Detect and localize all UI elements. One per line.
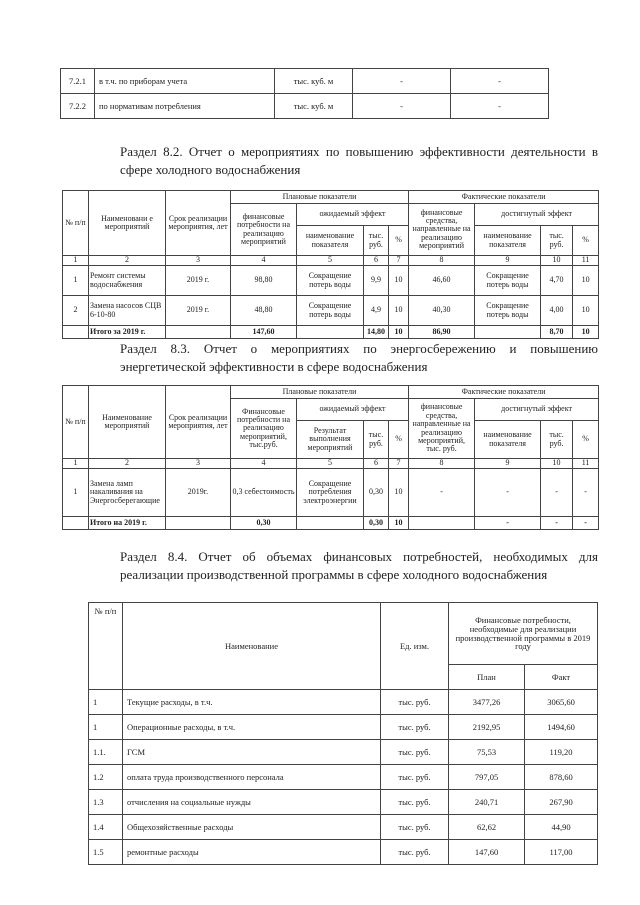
table-cell: -: [475, 517, 541, 530]
header-name: Наименование мероприятий: [89, 386, 166, 459]
table-cell: Сокращение потерь воды: [297, 296, 364, 326]
header-term: Срок реализации мероприятия, лет: [166, 191, 231, 256]
header-pct: %: [389, 226, 409, 256]
table-cell: 1.4: [89, 815, 123, 840]
header-pct: %: [389, 421, 409, 459]
header-ind-name2: наименование показателя: [475, 421, 541, 459]
header-fact: Фактические показатели: [409, 386, 599, 399]
table-cell: -: [573, 517, 599, 530]
table-cell: [63, 517, 89, 530]
table-cell: 147,60: [449, 840, 525, 865]
table-cell: 10: [541, 459, 573, 469]
header-unit: Ед. изм.: [381, 603, 449, 690]
table-cell: 7: [389, 459, 409, 469]
table-cell: 4: [231, 256, 297, 266]
table-cell: 7.2.1: [61, 69, 95, 94]
table-cell: 10: [573, 326, 599, 339]
header-result: Результат выполнения мероприятий: [297, 421, 364, 459]
header-ind-name2: наименование показателя: [475, 226, 541, 256]
table-cell: 9: [475, 459, 541, 469]
table-cell: 0,30: [364, 517, 389, 530]
table-row: [89, 690, 598, 715]
table-cell: 75,53: [449, 740, 525, 765]
table-cell: 119,20: [525, 740, 598, 765]
table-cell: 8,70: [541, 326, 573, 339]
table-cell: 2019г.: [166, 469, 231, 517]
table-cell: тыс. руб.: [381, 765, 449, 790]
table-cell: тыс. куб. м: [275, 94, 353, 119]
table-cell: [297, 326, 364, 339]
table-cell: 9: [475, 256, 541, 266]
table-cell: 2: [89, 459, 166, 469]
table-cell: 48,80: [231, 296, 297, 326]
column-numbers-row: [63, 459, 599, 469]
header-plan-fin: Финансовые потребности на реализацию мероприятий, тыс.руб.: [231, 399, 297, 459]
table-cell: Сокращение потерь воды: [475, 266, 541, 296]
table-cell: тыс. руб.: [381, 790, 449, 815]
table-cell: 0,30: [364, 469, 389, 517]
table-cell: 878,60: [525, 765, 598, 790]
table-cell: ремонтные расходы: [123, 840, 381, 865]
table-row: [89, 815, 598, 840]
total-row: [63, 517, 599, 530]
table-cell: -: [451, 94, 549, 119]
header-thous2: тыс. руб.: [541, 226, 573, 256]
table-cell: -: [573, 469, 599, 517]
table-cell: 2: [63, 296, 89, 326]
table-cell: Ремонт системы водоснабжения: [89, 266, 166, 296]
table-row: [61, 94, 549, 119]
table-cell: 1494,60: [525, 715, 598, 740]
table-row: [63, 266, 599, 296]
header-plan: План: [449, 665, 525, 690]
table-cell: 10: [389, 296, 409, 326]
table-cell: оплата труда производственного персонала: [123, 765, 381, 790]
table-7-2: [60, 68, 549, 119]
table-cell: тыс. руб.: [381, 740, 449, 765]
table-cell: -: [541, 517, 573, 530]
total-row: [63, 326, 599, 339]
table-cell: 1: [63, 266, 89, 296]
header-fact: Факт: [525, 665, 598, 690]
table-cell: 6: [364, 459, 389, 469]
table-cell: [409, 517, 475, 530]
table-cell: 1: [63, 469, 89, 517]
table-row: [89, 765, 598, 790]
table-cell: в т.ч. по приборам учета: [95, 69, 275, 94]
table-cell: Замена насосов СЦВ 6-10-80: [89, 296, 166, 326]
header-plan-fin: финансовые потребности на реализацию мероприятий: [231, 204, 297, 256]
header-thous: тыс. руб.: [364, 421, 389, 459]
table-cell: 3477,26: [449, 690, 525, 715]
table-cell: 7: [389, 256, 409, 266]
table-cell: 10: [389, 469, 409, 517]
header-fact-fin: финансовые средства, направленные на реализацию мероприятий: [409, 204, 475, 256]
header-fact-fin: финансовые средства, направленные на реализацию мероприятий, тыс. руб.: [409, 399, 475, 459]
table-cell: 240,71: [449, 790, 525, 815]
table-cell: Сокращение потерь воды: [475, 296, 541, 326]
header-expected: ожидаемый эффект: [297, 399, 409, 421]
table-cell: [297, 517, 364, 530]
table-cell: 10: [573, 296, 599, 326]
table-cell: 11: [573, 256, 599, 266]
table-cell: 4: [231, 459, 297, 469]
table-cell: 1.5: [89, 840, 123, 865]
table-cell: Итого на 2019 г.: [89, 517, 166, 530]
table-cell: -: [475, 469, 541, 517]
table-cell: -: [409, 469, 475, 517]
table-cell: 14,80: [364, 326, 389, 339]
table-cell: Замена ламп накаливания на Энергосберегающие: [89, 469, 166, 517]
table-cell: 5: [297, 256, 364, 266]
table-cell: 4,9: [364, 296, 389, 326]
table-cell: 2019 г.: [166, 266, 231, 296]
table-cell: 0,3 себестоимость: [231, 469, 297, 517]
header-num: № п/п: [63, 191, 89, 256]
table-cell: 10: [541, 256, 573, 266]
column-numbers-row: [63, 256, 599, 266]
table-8-2: [62, 190, 599, 339]
table-cell: 1: [63, 459, 89, 469]
table-cell: 2: [89, 256, 166, 266]
header-thous: тыс. руб.: [364, 226, 389, 256]
table-cell: 1.3: [89, 790, 123, 815]
table-cell: Текущие расходы, в т.ч.: [123, 690, 381, 715]
table-cell: отчисления на социальные нужды: [123, 790, 381, 815]
header-plan: Плановые показатели: [231, 386, 409, 399]
section-8-4-title: Раздел 8.4. Отчет об объемах финансовых потребностей, необходимых для реализации производственной программы в сфере холодного водоснабжения: [120, 549, 598, 582]
table-row: [63, 296, 599, 326]
table-cell: 7.2.2: [61, 94, 95, 119]
table-cell: 3: [166, 459, 231, 469]
table-cell: 1: [89, 715, 123, 740]
table-row: [61, 69, 549, 94]
table-cell: тыс. руб.: [381, 690, 449, 715]
table-cell: 1: [63, 256, 89, 266]
table-cell: 1.2: [89, 765, 123, 790]
table-cell: Общехозяйственные расходы: [123, 815, 381, 840]
table-cell: тыс. руб.: [381, 840, 449, 865]
table-cell: 117,00: [525, 840, 598, 865]
table-cell: [166, 517, 231, 530]
header-pct2: %: [573, 421, 599, 459]
table-cell: 10: [573, 266, 599, 296]
table-cell: 40,30: [409, 296, 475, 326]
header-achieved: достигнутый эффект: [475, 399, 599, 421]
header-ind-name: наименование показателя: [297, 226, 364, 256]
table-cell: ГСМ: [123, 740, 381, 765]
table-row: [89, 840, 598, 865]
header-term: Срок реализации мероприятия, лет: [166, 386, 231, 459]
table-cell: -: [451, 69, 549, 94]
table-cell: 1.1.: [89, 740, 123, 765]
table-cell: 2192,95: [449, 715, 525, 740]
table-8-3: [62, 385, 599, 530]
table-cell: 98,80: [231, 266, 297, 296]
header-expected: ожидаемый эффект: [297, 204, 409, 226]
section-8-2-title: Раздел 8.2. Отчет о мероприятиях по повышению эффективности деятельности в сфере холодного водоснабжения: [120, 144, 598, 177]
table-cell: Операционные расходы, в т.ч.: [123, 715, 381, 740]
table-cell: 10: [389, 517, 409, 530]
table-cell: 10: [389, 266, 409, 296]
table-cell: тыс. руб.: [381, 815, 449, 840]
table-cell: 11: [573, 459, 599, 469]
table-cell: [475, 326, 541, 339]
header-plan: Плановые показатели: [231, 191, 409, 204]
section-8-3-title: Раздел 8.3. Отчет о мероприятиях по энергосбережению и повышению энергетической эффективности в сфере водоснабжения: [120, 341, 598, 374]
header-name: Наименование: [123, 603, 381, 690]
header-name: Наименовани е мероприятий: [89, 191, 166, 256]
table-cell: 4,00: [541, 296, 573, 326]
table-cell: [166, 326, 231, 339]
table-cell: тыс. руб.: [381, 715, 449, 740]
table-cell: 9,9: [364, 266, 389, 296]
table-cell: Сокращение потерь воды: [297, 266, 364, 296]
table-cell: 8: [409, 256, 475, 266]
table-cell: 8: [409, 459, 475, 469]
table-cell: 4,70: [541, 266, 573, 296]
table-cell: 267,90: [525, 790, 598, 815]
table-row: [89, 740, 598, 765]
table-cell: -: [353, 69, 451, 94]
table-cell: 797,05: [449, 765, 525, 790]
table-cell: 147,60: [231, 326, 297, 339]
header-achieved: достигнутый эффект: [475, 204, 599, 226]
table-cell: -: [541, 469, 573, 517]
table-cell: 0,30: [231, 517, 297, 530]
table-cell: 3065,60: [525, 690, 598, 715]
header-fin: Финансовые потребности, необходимые для реализации производственной программы в 2019 году: [449, 603, 598, 665]
table-cell: 3: [166, 256, 231, 266]
table-cell: [63, 326, 89, 339]
table-cell: 5: [297, 459, 364, 469]
header-fact: Фактические показатели: [409, 191, 599, 204]
table-cell: 62,62: [449, 815, 525, 840]
table-cell: Сокращение потребления электроэнергии: [297, 469, 364, 517]
table-row: [89, 790, 598, 815]
table-cell: -: [353, 94, 451, 119]
table-8-4: [88, 602, 598, 865]
table-cell: 1: [89, 690, 123, 715]
header-pct2: %: [573, 226, 599, 256]
header-num: № п/п: [89, 603, 123, 690]
table-row: [89, 715, 598, 740]
header-num: № п/п: [63, 386, 89, 459]
table-cell: по нормативам потребления: [95, 94, 275, 119]
table-row: [63, 469, 599, 517]
table-cell: 10: [389, 326, 409, 339]
table-cell: 86,90: [409, 326, 475, 339]
table-cell: тыс. куб. м: [275, 69, 353, 94]
table-cell: 6: [364, 256, 389, 266]
table-cell: 46,60: [409, 266, 475, 296]
table-cell: 2019 г.: [166, 296, 231, 326]
header-thous2: тыс. руб.: [541, 421, 573, 459]
table-cell: Итого за 2019 г.: [89, 326, 166, 339]
table-cell: 44,90: [525, 815, 598, 840]
